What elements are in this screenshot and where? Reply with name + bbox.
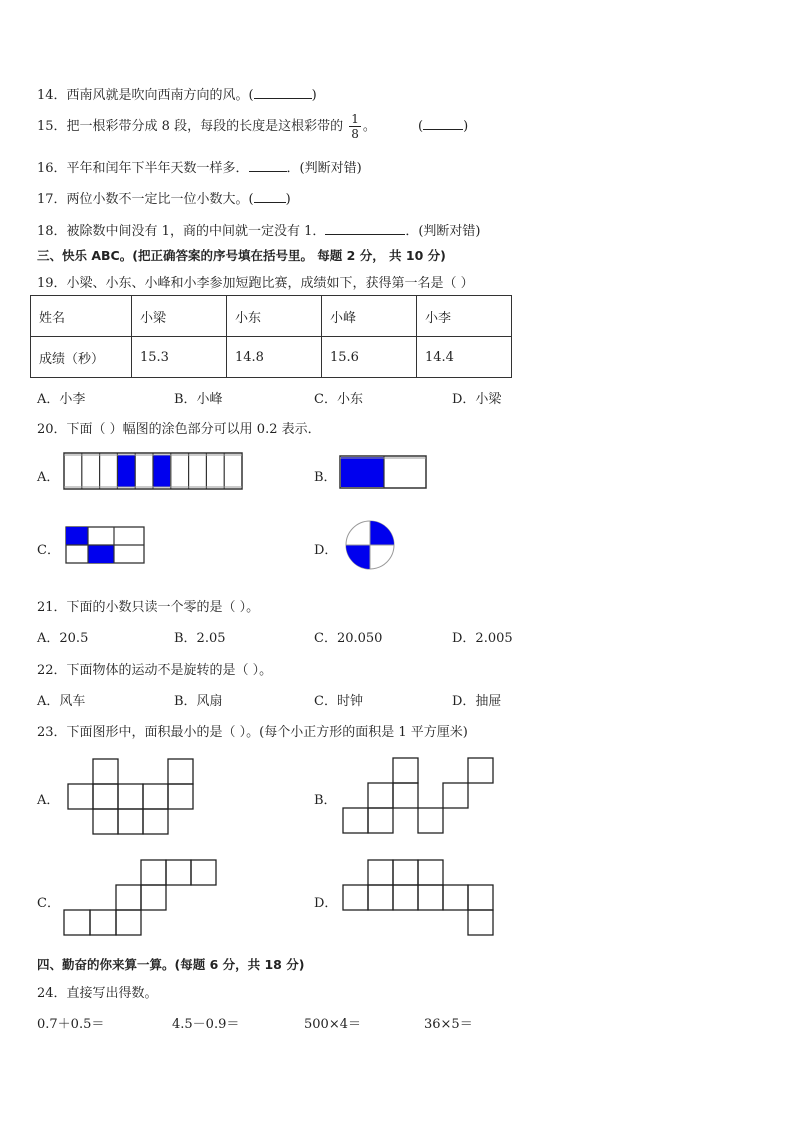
question-18-text: 18．被除数中间没有 1，商的中间就一定没有 1． [37, 224, 326, 239]
option-a[interactable]: A．20.5 [37, 631, 89, 646]
question-23-text: 23．下面图形中，面积最小的是（ ）。(每个小正方形的面积是 1 平方厘米) [37, 725, 468, 740]
option-c[interactable]: C．小东 [314, 392, 363, 407]
question-24-text: 24．直接写出得数。 [37, 986, 158, 1001]
figure-label-d: D． [314, 543, 338, 558]
option-d[interactable]: D．抽屉 [452, 694, 502, 709]
grid-shape-d[interactable] [343, 860, 497, 938]
table-row: 姓名 小梁 小东 小峰 小李 [31, 296, 512, 337]
option-a[interactable]: A．风车 [37, 694, 86, 709]
figure-label-a: A． [37, 470, 60, 485]
option-b[interactable]: B．2.05 [174, 631, 226, 646]
figure-label-c: C． [37, 896, 60, 911]
option-b[interactable]: B．小峰 [174, 392, 223, 407]
answer-blank[interactable] [254, 190, 286, 203]
question-14-text: 14．西南风就是吹向西南方向的风。( [37, 88, 254, 103]
grid-shape-b[interactable] [343, 758, 495, 836]
option-c[interactable]: C．20.050 [314, 631, 383, 646]
section-4-heading: 四、勤奋的你来算一算。(每题 6 分，共 18 分) [37, 957, 305, 972]
question-21-text: 21．下面的小数只读一个零的是（ ）。 [37, 600, 260, 615]
answer-blank[interactable] [249, 159, 287, 172]
option-d[interactable]: D．2.005 [452, 631, 513, 646]
figure-label-b: B． [314, 793, 337, 808]
figure-label-a: A． [37, 793, 60, 808]
figure-label-d: D． [314, 896, 338, 911]
expression-2: 4.5－0.9＝ [172, 1017, 240, 1032]
option-c[interactable]: C．时钟 [314, 694, 363, 709]
grid-2x3-figure[interactable] [66, 527, 146, 565]
section-3-heading: 三、快乐 ABC。(把正确答案的序号填在括号里。 每题 2 分， 共 10 分) [37, 248, 446, 263]
question-19-text: 19．小梁、小东、小峰和小李参加短跑比赛，成绩如下，获得第一名是（ ） [37, 276, 474, 291]
option-a[interactable]: A．小李 [37, 392, 86, 407]
expression-1: 0.7＋0.5＝ [37, 1017, 105, 1032]
figure-label-c: C． [37, 543, 60, 558]
option-d[interactable]: D．小梁 [452, 392, 502, 407]
question-16: 16．平年和闰年下半年天数一样多． ．(判断对错) [37, 161, 362, 176]
score-table [30, 295, 512, 378]
ten-strip-figure[interactable] [64, 453, 244, 491]
question-17: 17．两位小数不一定比一位小数大。( ) [37, 192, 291, 207]
grid-shape-a[interactable] [68, 759, 196, 837]
question-14: 14．西南风就是吹向西南方向的风。( ) [37, 88, 317, 103]
grid-shape-c[interactable] [64, 860, 220, 938]
question-16-text: 16．平年和闰年下半年天数一样多． [37, 161, 249, 176]
question-15: 15．把一根彩带分成 8 段，每段的长度是这根彩带的 $\frac{1}{8}$ 。 ( ) [37, 112, 469, 141]
answer-blank[interactable] [325, 222, 405, 235]
question-18: 18．被除数中间没有 1，商的中间就一定没有 1． ．(判断对错) [37, 224, 481, 239]
option-b[interactable]: B．风扇 [174, 694, 223, 709]
table-row: 成绩（秒） 15.3 14.8 15.6 14.4 [31, 337, 512, 378]
question-15-text: 15．把一根彩带分成 8 段，每段的长度是这根彩带的 [37, 119, 344, 134]
answer-blank[interactable] [254, 86, 312, 99]
question-22-text: 22．下面物体的运动不是旋转的是（ ）。 [37, 663, 273, 678]
question-20-text: 20．下面（ ）幅图的涂色部分可以用 0.2 表示． [37, 422, 321, 437]
half-bar-figure[interactable] [340, 456, 428, 490]
answer-blank[interactable] [423, 117, 463, 130]
question-17-text: 17．两位小数不一定比一位小数大。( [37, 192, 254, 207]
circle-quarters-figure[interactable] [346, 517, 396, 573]
fraction: $\frac{1}{8}$ [351, 112, 359, 141]
expression-4: 36×5＝ [424, 1017, 473, 1032]
figure-label-b: B． [314, 470, 337, 485]
expression-3: 500×4＝ [304, 1017, 361, 1032]
